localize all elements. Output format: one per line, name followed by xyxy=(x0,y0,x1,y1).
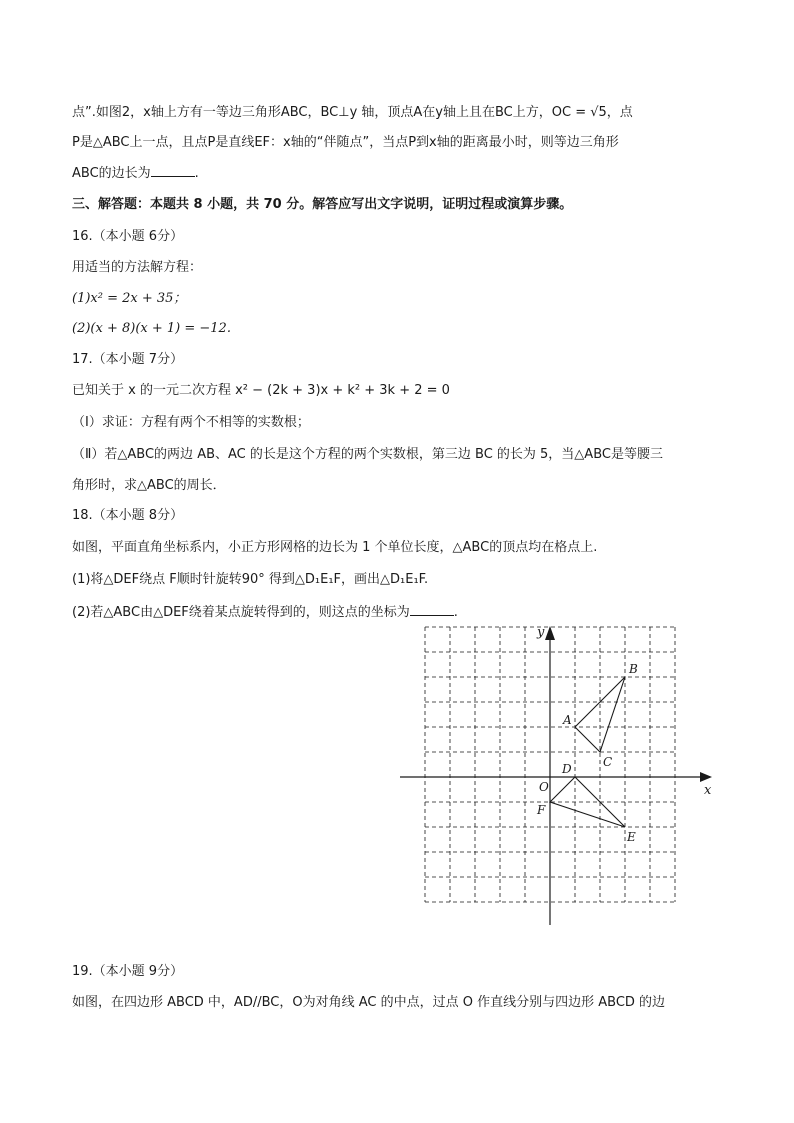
text-line-3-end: . xyxy=(194,166,199,181)
question-18-part-1: (1)将△DEF绕点 F顺时针旋转90° 得到△D₁E₁F，画出△D₁E₁F. xyxy=(72,572,429,587)
question-16-part-2: (2)(x + 8)(x + 1) = −12. xyxy=(72,321,231,336)
point-labels xyxy=(536,662,638,844)
question-17-part-2-cont: 角形时，求△ABC的周长． xyxy=(72,478,226,493)
point-label-b: B xyxy=(629,662,638,676)
text-line-3 xyxy=(72,164,199,183)
question-16-title: 16.（本小题 6分） xyxy=(72,229,184,244)
question-17-stem: 已知关于 x 的一元二次方程 x² − (2k + 3)x + k² + 3k + 2 = 0 xyxy=(72,383,450,398)
section-heading: 三、解答题：本题共 8 小题，共 70 分。解答应写出文字说明，证明过程或演算步骤。 xyxy=(72,197,573,212)
question-18-stem: 如图，平面直角坐标系内，小正方形网格的边长为 1 个单位长度，△ABC的顶点均在格点上. xyxy=(72,540,598,555)
question-17-part-1: （Ⅰ）求证：方程有两个不相等的实数根； xyxy=(72,415,310,430)
x-axis-arrow xyxy=(700,772,712,782)
question-18-part-2-end: . xyxy=(453,605,458,620)
question-18-part-2-text: (2)若△ABC由△DEF绕着某点旋转得到的，则这点的坐标为 xyxy=(72,605,410,620)
question-19-title: 19.（本小题 9分） xyxy=(72,964,184,979)
axes xyxy=(400,625,712,925)
question-18-title: 18.（本小题 8分） xyxy=(72,508,184,523)
text-line-1: 点”.如图2，x轴上方有一等边三角形ABC，BC⊥y 轴，顶点A在y轴上且在BC上方，OC = √5，点 xyxy=(72,105,633,120)
answer-blank-18 xyxy=(410,603,454,616)
question-17-title: 17.（本小题 7分） xyxy=(72,352,184,367)
point-label-e: E xyxy=(627,830,636,844)
origin-label: O xyxy=(539,780,549,794)
x-axis-label: x xyxy=(704,783,712,798)
coordinate-grid-figure xyxy=(400,620,720,930)
answer-blank-15 xyxy=(151,164,195,177)
point-label-c: C xyxy=(603,755,613,769)
question-16-part-1: (1)x² = 2x + 35； xyxy=(72,291,187,306)
point-label-d: D xyxy=(562,762,572,776)
question-16-intro: 用适当的方法解方程： xyxy=(72,260,203,275)
point-label-a: A xyxy=(563,713,572,727)
question-17-part-2: （Ⅱ）若△ABC的两边 AB、AC 的长是这个方程的两个实数根，第三边 BC 的长为 5，当△ABC是等腰三 xyxy=(72,447,663,462)
y-axis-label: y xyxy=(537,625,545,640)
question-19-stem: 如图，在四边形 ABCD 中，AD//BC，O为对角线 AC 的中点，过点 O 作直线分别与四边形 ABCD 的边 xyxy=(72,995,666,1010)
point-label-f: F xyxy=(537,803,546,817)
y-axis-arrow xyxy=(545,626,555,640)
text-line-3-start: ABC的边长为 xyxy=(72,166,151,181)
text-line-2: P是△ABC上一点，且点P是直线EF：x轴的“伴随点”，当点P到x轴的距离最小时，则等边三角形 xyxy=(72,135,619,150)
